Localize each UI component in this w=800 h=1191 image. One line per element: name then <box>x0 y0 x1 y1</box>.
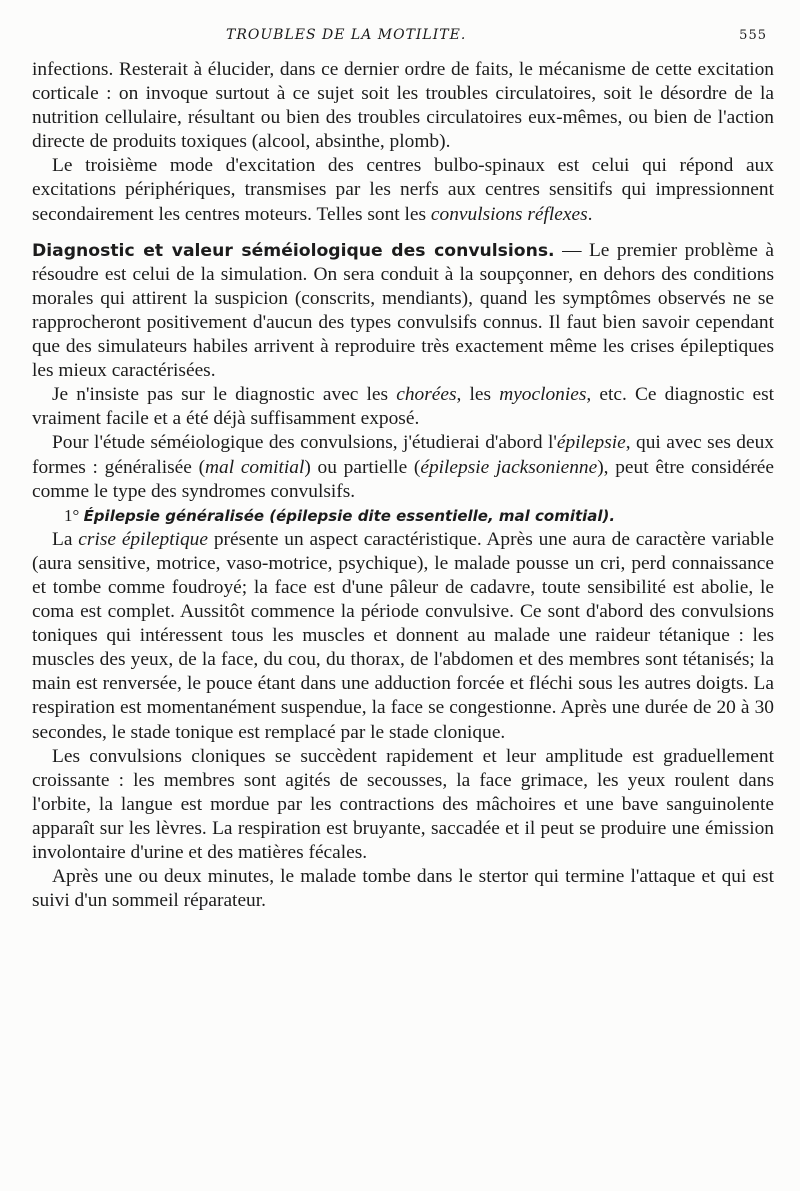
paragraph-4-text-c: , etc. Ce diagnostic est vraiment facile et a été déjà suffisamment exposé. <box>32 384 775 430</box>
paragraph-6-text: La <box>52 528 79 550</box>
paragraph-1: infections. Resterait à élucider, dans ce dernier ordre de faits, le mécanisme de cette excitation corticale : on invoque surtout à ce sujet soit les troubles circulatoires, soit le désordre de la nutrition cellulaire, résultant ou bien des troubles circulatoires eux-mêmes, ou bien de l'action directe de produits toxiques (alcool, absinthe, plomb). <box>32 59 774 153</box>
paragraph-2-end: . <box>587 203 593 225</box>
paragraph-4-text-b: , les <box>456 384 500 406</box>
emphasis-myoclonies: myoclonies <box>499 384 587 406</box>
paragraph-2-text: Le troisième mode d'excitation des centres bulbo-spinaux est celui qui répond aux excitations périphériques, transmises par les nerfs aux centres sensitifs qui impressionnent secondairement les centres moteurs. Telles sont les <box>32 155 774 225</box>
paragraph-4 <box>32 383 774 431</box>
paragraph-2 <box>32 154 774 226</box>
running-title: TROUBLES DE LA MOTILITE. <box>226 27 467 43</box>
paragraph-5-text-c: ) ou partielle ( <box>304 456 421 478</box>
paragraph-3-text: — Le premier problème à résoudre est celui de la simulation. On sera conduit à la soupçonner, en dehors des conditions morales qui attirent la suspicion (conscrits, mendiants), quand les symptômes observés ne se rapprocheront positivement d'aucun des types convulsifs connus. Il faut bien savoir cependant que des simulateurs habiles arrivent à reproduire très exactement même les crises épileptiques les mieux caractérisées. <box>32 239 774 382</box>
paragraph-5-text-b: , qui avec ses deux formes : généralisée ( <box>32 432 774 478</box>
subsection-heading <box>32 504 774 528</box>
section-diagnostic <box>32 239 774 504</box>
emphasis-mal-comitial: mal comitial <box>205 456 305 478</box>
running-head <box>0 27 800 49</box>
emphasis-convulsions-reflexes: convulsions réflexes <box>430 203 588 225</box>
page-number: 555 <box>739 28 767 43</box>
section-heading: Diagnostic et valeur séméiologique des convulsions. <box>32 240 555 261</box>
subsection-title: Épilepsie généralisée (épilepsie dite essentielle, mal comitial). <box>83 506 616 525</box>
paragraph-3 <box>32 239 774 384</box>
emphasis-crise-epileptique: crise épileptique <box>78 528 208 550</box>
subsection-ordinal: 1° <box>64 505 80 525</box>
paragraph-6-text-b: présente un aspect caractéristique. Après une aura de caractère variable (aura sensitive, motrice, vaso-motrice, psychique), le malade pousse un cri, perd connaissance et tombe comme foudroyé; la face est d'une pâleur de cadavre, toute sensibilité est abolie, le coma est complet. Aussitôt commence la période convulsive. Ce sont d'abord des convulsions toniques qui intéressent tous les muscles et donnent au malade une raideur tétanique : les muscles des yeux, de la face, du cou, du thorax, de l'abdomen et des membres sont tétanisés; la main est renversée, le pouce étant dans une adduction forcée et fléchi sous les autres doigts. La respiration est momentanément suspendue, la face se congestionne. Après une durée de 20 à 30 secondes, le stade tonique est remplacé par le stade clonique. <box>32 528 774 743</box>
emphasis-chorees: chorées <box>396 384 457 406</box>
paragraph-7: Les convulsions cloniques se succèdent rapidement et leur amplitude est graduellement croissante : les membres sont agités de secousses, la face grimace, les yeux roulent dans l'orbite, la langue est mordue par les contractions des mâchoires et une bave sanguinolente apparaît sur les lèvres. La respiration est bruyante, saccadée et il peut se produire une émission involontaire d'urine et des matières fécales. <box>32 745 774 863</box>
paragraph-8: Après une ou deux minutes, le malade tombe dans le stertor qui termine l'attaque et qui est suivi d'un sommeil réparateur. <box>32 866 774 912</box>
body-text <box>32 58 774 913</box>
paragraph-5 <box>32 431 774 503</box>
paragraph-4-text: Je n'insiste pas sur le diagnostic avec les <box>52 384 397 406</box>
paragraph-5-text-d: ), peut être considérée comme le type des syndromes convulsifs. <box>32 456 775 502</box>
paragraph-5-text: Pour l'étude séméiologique des convulsions, j'étudierai d'abord l' <box>52 432 557 454</box>
emphasis-epilepsie-jacksonienne: épilepsie jacksonienne <box>420 456 598 478</box>
paragraph-6 <box>32 528 774 745</box>
emphasis-epilepsie: épilepsie <box>556 432 626 454</box>
